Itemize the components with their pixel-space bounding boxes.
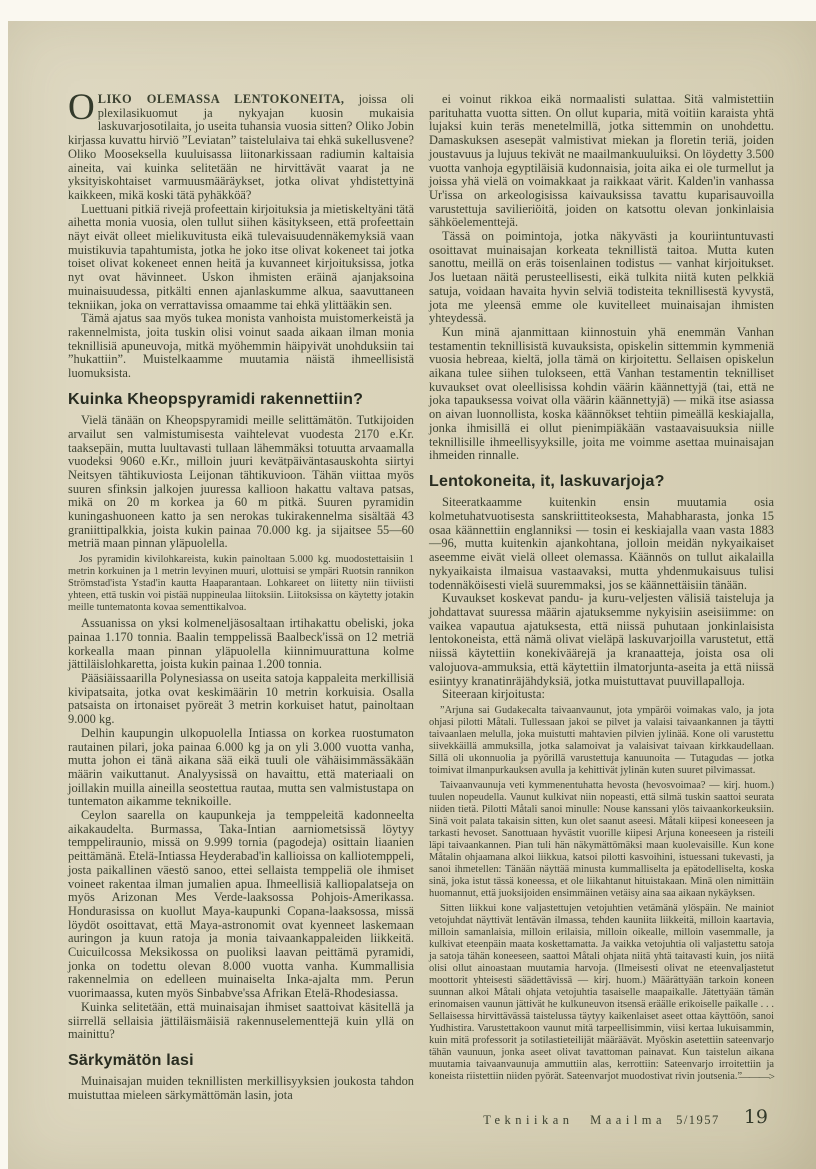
smallprint-muuri: Jos pyramidin kivilohkareista, kukin painoltaan 5.000 kg. muodostettaisiin 1 metrin korkuinen ja 1 metrin levyinen muuri, ulottuisi se ympäri Ruotsin rannikon Strömstad'ista Ystad'in kautta Haaparantaan. Lohkareet on liitetty niin tiiviisti yhteen, että tuskin voi pistää nuppineulaa liitoksiin. Liitoksissa on käytetty jotakin meille tuntematonta kovaa sementtikalvoa. [68, 554, 414, 614]
paragraph-testamentti: Kun minä ajanmittaan kiinnostuin yhä enemmän Vanhan testamentin teknillisistä kuvauksista, opiskelin sittemmin kymmeniä vuosia hebreaa, kieltä, jolla tämä on kirjoitettu. Sellaisen opiskelun aikana tulee siihen tulokseen, että Vanhan testamentin teknilliset kuvaukset ovat oleellisissa kohdin väärin käännettyjä (tai, että ne joka tapauksessa voivat olla väärin käännettyjä) — mikä itse asiassa on aivan luonnollista, koska käännökset tehtiin pimeällä keskiajalla, jonka ihmisillä ei ollut pienimpiäkään vastaavaisuuksia niille teknillisille ihmeellisyyksille, joita me voimme asettaa muinaisajan ihmeiden rinnalle. [429, 324, 774, 463]
page-content [68, 87, 774, 1129]
drop-cap: O [68, 87, 95, 128]
paragraph-assuan: Assuanissa on yksi kolmeneljäsosaltaan irtihakattu obeliski, joka painaa 1.170 tonnia. Baalin temppelissä Baalbeck'issä on 12 metriä korkealla maan pinnan yläpuolella kiinnimuurattuna kolme jättiläislohkaretta, joista kukin painaa 1.200 tonnia. [68, 616, 414, 672]
quote-paragraph-3-wrap [429, 903, 774, 1083]
paragraph-kuinka-selitetaan: Kuinka selitetään, että muinaisajan ihmiset saattoivat käsitellä ja siirrellä sellaisia jättiläismäisiä rakennuselementtejä kuin yllä on mainittu? [68, 999, 414, 1042]
page-number: 19 [743, 1105, 768, 1128]
heading-kheopspyramidi: Kuinka Kheopspyramidi rakennettiin? [68, 390, 364, 408]
paragraph-kuvaukset: Kuvaukset koskevat pandu- ja kuru-veljesten välisiä taisteluja ja johdattavat suuressa määrin ajatuksemme nykyisiin aseisiimme: on vaikea vapautua ajatuksesta, että niissä puhutaan jonkinlaisista lentokoneista, että nämä olivat vieläpä laskuvarjoilla varustetut, että niissä käytettiin konekiväärejä ja kranaatteja, joista osa oli valojuova-ammuksia, että käytettiin ilmatorjunta-aseita ja että niissä esiintyy kranatinräjähdyksiä, jotka muistuttavat puuvillapalloja. [429, 591, 774, 688]
paragraph-quote-intro: Siteeraan kirjoitusta: [442, 687, 545, 702]
paragraph-paasiaissaaret: Pääsiäissaarilla Polynesiassa on useita satoja kappaleita merkillisiä kivipatsaita, jotka ovat keskimäärin 10 metrin korkuisia. Osalla patsaista on irtonaiset pyöreät 3 metrin korkuiset hatut, painoltaan 9.000 kg. [68, 671, 414, 727]
paragraph-ceylon: Ceylon saarella on kaupunkeja ja temppeleitä kadonneelta aikakaudelta. Burmassa, Taka-Intian aarniometsissä löytyy temppeliraunio, missä on 9.999 tornia (pagodeja) osittain liaanien peittämänä. Etelä-Intiassa Heyderabad'in kallioissa on kalliotemppeli, josta paikallinen väestö sanoo, ettei sellaista temppeliä ole ihmiset voineet rakentaa ilman jumalien apua. Ihmeellisiä kalliopalatseja on myös Arizonan Mes Verde-laaksossa Pohjois-Amerikassa. Hondurasissa on kuollut Maya-kaupunki Copana-laaksossa, missä löydöt osoittavat, että Maya-astronomit ovat kyenneet laskemaan auringon ja kuun ratoja ja monia taivaankappaleiden liikkeitä. Cuicuilcossa Meksikossa on puoliksi laavan peittämä pyramidi, jonka on todettu olevan 8.000 vuotta vanha. Kummallisia rakennelmia on edelleen muinaiselta Inka-ajalta mm. Perun vuorimaassa, kuten myös Sinbabve'ssa Afrikan Etelä-Rhodesiassa. [68, 808, 414, 1001]
journal-name: Tekniikan Maailma [483, 1112, 667, 1127]
paragraph-ajatus: Tämä ajatus saa myös tukea monista vanhoista muistomerkeistä ja rakennelmista, joita tuskin olisi voinut saada aikaan ilman monia teknillisiä apuneuvoja, mitkä myöhemmin häipyivät unohduksiin tai ”hukattiin”. Muistelkaamme muutamia näistä ihmeellisistä luomuksista. [68, 311, 414, 381]
quote-paragraph-1: ”Arjuna sai Gudakecalta taivaanvaunut, jota ympäröi voimakas valo, ja jota ohjasi pilotti Måtali. Tullessaan jakoi se pilvet ja valaisi taivaankannen ja täytti taivaanlaen melulla, joka muistutti mahtavien pilvien jylinää. Kone oli varustettu siivekkäillä ammuksilla, jotka salamoivat ja valaisivat taivaan kirkkaudellaan. Sillä oli ukonnuolia ja pyörillä varustettuja kanuunoita — Tutagudas — jotka toimivat ilmanpurkauksen avulla ja kehittivät jylinän kuten suuret pilvimassat. [429, 704, 774, 776]
opening-paragraph [68, 87, 414, 203]
continuation-arrow: ———> [738, 1070, 774, 1083]
opening-lead-in: LIKO OLEMASSA LENTOKONEITA, [97, 92, 345, 106]
paragraph-kupari: ei voinut rikkoa eikä normaalisti sulattaa. Sitä valmistettiin parituhatta vuotta sitten. On ollut kuparia, mitä voitiin karaista yhtä lujaksi kuin teräs menetelmillä, jotka sittemmin on unohdettu. Damaskuksen asesepät valmistivat miekan ja floretin teriä, joiden joustavuus ja lujuus tekivät ne maailmankuuluiksi. On löydetty 3.500 vuotta vanhoja egyptiläisiä kudonnaisia, joita aika ei ole turmellut ja joissa yhä vielä on voimakkaat ja raikkaat värit. Kalden'in vanhassa Ur'issa on arkeologisissa kaivauksissa tavattu kuparisauvoilla varustettuja savilieriöitä, joiden on katsottu olevan jonkinlaisia sähköelementtejä. [429, 92, 774, 230]
page-footer [429, 1105, 774, 1129]
paper-background [8, 21, 816, 1169]
paragraph-mahabharata: Siteeratkaamme kuitenkin ensin muutamia osia kolmetuhatvuotisesta sanskriittiteoksesta, Mahabharasta, jonka 15 osaa käännettiin englanniksi — tosin ei keskiajalla vaan vasta 1883—96, mutta kuitenkin ajankohtana, jolloin meidän nykyaikaiset aseemme eivät vielä olleet olemassa. Käännös on tullut aikalailla nykyaikaista ilmaisua vastaavaksi, mutta yhdenmukaisuus tulisi todennäköisesti vielä suuremmaksi, jos se käännettäisiin tänään. [429, 495, 774, 592]
paragraph-lasi: Muinaisajan muiden teknillisten merkillisyyksien joukosta tahdon muistuttaa mieleen särkymättömän lasin, jota [68, 1074, 414, 1103]
right-column [429, 93, 774, 1129]
paragraph-profeetat: Luettuani pitkiä rivejä profeettain kirjoituksia ja mietiskeltyäni tätä aihetta monia vuosia, olen tullut siihen käsitykseen, että profeettain näyt eivät olleet mielikuvitusta eikä tulevaisuudennäkemyksiä vaan muistikuvia tapahtumista, jotka he joko itse olivat kokeneet tai jotka toiset olivat kokeneet ennen heitä ja kuvanneet kirjoituksissa, jotka nyt ovat hävinneet. Uskon ihmisten eräinä ajanjaksoina muinaisuudessa, pitkälti ennen ajanlaskumme alkua, saavuttaneen tekniikan, joka on verrattavissa omaamme tai ehkä ylittääkin sen. [68, 201, 414, 312]
quote-paragraph-2: Taivaanvaunuja veti kymmenentuhatta hevosta (hevosvoimaa? — kirj. huom.) tuulen nopeudella. Vaunut kulkivat niin nopeasti, että silmä tuskin saattoi seurata niiden tietä. Pilotti Måtali sanoi minulle: Nouse kanssani ylös taivaankorkeuksiin. Sinä voit palata takaisin sitten, kun olet saanut aseesi. Måtali kiipesi koneeseen ja tarkasti hevoset. Sanottuaan hyvästit vuorille kiipesi Arjuna koneeseen ja risteili läpi taivaankannen. Pian tuli hän näkymättömäksi maan kuolevaisille. Kun kone Måtalin ohjaamana alkoi liikkua, katsoi pilotti kasvoihini, istuessani tukevasti, ja sanoi ihmetellen: Tänään näyttää minusta kummalliselta ja epätodelliselta, koska sinä, joka istut tässä koneessa, et ole liikahtanut hituistakaan. Minä olen nimittäin huomannut, että juoksijoiden ensimmäinen vetäisy aina saa aikaan nykäyksen. [429, 779, 774, 899]
paragraph-delhi: Delhin kaupungin ulkopuolella Intiassa on korkea ruostumaton rautainen pilari, joka painaa 6.000 kg ja on yli 3.000 vuotta vanha, mutta johon ei tänä aikana sää eikä tuuli ole vähäisimmässäkään määrin vaikuttanut. Analyysissä on havaittu, että materiaali on joillakin muilla aineilla seostettua rautaa, mutta sen valmistustapa on tuntematon aikamme teknikoille. [68, 725, 414, 809]
quote-paragraph-3: Sitten liikkui kone valjastettujen vetojuhtien vetämänä ylöspäin. Ne mainiot vetojuhdat näyttivät lentävän ilmassa, tehden kauniita liikkeitä, milloin kaartavia, milloin samanlaisia, milloin erilaisia, milloin oikealle, milloin vasemmalle, ja kulkivat eteenpäin maata koskettamatta. Ja vaikka vetojuhtia oli valjastettu satoja ja satoja tähän koneeseen, saattoi Måtali ohjata niitä yhtä taitavasti kuin, jos niitä olisi ollut ainoastaan muutamia harvoja. (Ilmeisesti olivat ne eteenvaljastetut moottorit yhteisesti säädettävissä — kirj. huom.) Määrättyään tarkoin koneen suunnan alkoi Måtali ohjata vetojuhtia tasaiselle maapaikalle. Jätettyään tämän erinomaisen vaunun jättivät he kulkuneuvon itsensä eräälle erikoiselle paikalle . . . Sellaisessa hirvittävässä taistelussa täytyy kaikenlaiset aseet ottaa käyttöön, sanoi Yudhistira. Varustettakoon vaunut mitä tarpeellisimmin, viisi kertaa lukuisammin, kuin mitä professorit ja sotilastieteilijät määräävät. Myöskin asetettiin sateenvarjo tähän vaunuun, jonka aseet olivat tavattoman painavat. Kun taistelun aikana muutamia taivaanvaunuja ammuttiin alas, kerrottiin: Sateenvarjo irroitettiin ja koneista riistettiin niiden pyörät. Sateenvarjot muodostivat rivin joutsenia.” [429, 902, 774, 1082]
left-column [68, 87, 414, 1129]
heading-lentokoneita: Lentokoneita, it, laskuvarjoja? [429, 472, 665, 490]
opening-text: joissa oli plexilasikuomut ja nykyajan kuosin mukaisia laskuvarjosotilaita, jo useita tuhansia vuosia sitten? Oliko Jobin kirjassa kuvattu hirviö ”Leviatan” taistelulaiva tai ehkä sukellusvene? Oliko Mooseksella kuuluisassa liitonarkissaan radiumin kaltaisia aineita, vai kuinka selitetään ne hirvittävät vaarat ja ne yksityiskohtaiset varmuusmääräykset, jotka olivat yhdistettyinä kaikkeen, mikä koski tätä pyhäkköä? [68, 92, 414, 202]
paragraph-poiminnot: Tässä on poimintoja, jotka näkyvästi ja kouriintuntuvasti osoittavat muinaisajan korkeata teknillistä taitoa. Mutta kuten sanottu, meillä on eräs toisenlainen todistus — vanhat kirjoitukset. Jos luetaan näitä perusteellisesti, eikä tulkita niitä kuten pelkkiä satuja, voidaan havaita hyvin selviä todisteita teknillisestä kyvystä, jota me yleensä emme ole kuvitelleet muinaisajan ihmisten yhteydessä. [429, 229, 774, 326]
paragraph-pyramidi: Vielä tänään on Kheopspyramidi meille selittämätön. Tutkijoiden arvailut sen valmistumisesta vaihtelevat vuodesta 2170 e.Kr. taaksepäin, mutta luultavasti tullaan lähemmäksi totuutta arvaamalla vuodeksi 9060 e.Kr., milloin juuri kevätpäiväntasauskohta siirtyi Neitsyen tähtikuviosta Leijonan tähtikuvioon. Tähän viittaa myös suuren sfinksin jalkojen juuressa kallioon hakattu valtava patsas, mikä on 20 m korkea ja 60 m pitkä. Suuren pyramidin kuningashuoneen katto ja sen nerokas tukirakennelma sisältää 43 graniittipalkkia, joista kukin painaa 70.000 kg. ja sijaitsee 55—60 metriä maan pinnan yläpuolella. [68, 413, 414, 551]
issue-number: 5/1957 [676, 1112, 720, 1127]
heading-sarkymaton-lasi: Särkymätön lasi [68, 1051, 194, 1069]
